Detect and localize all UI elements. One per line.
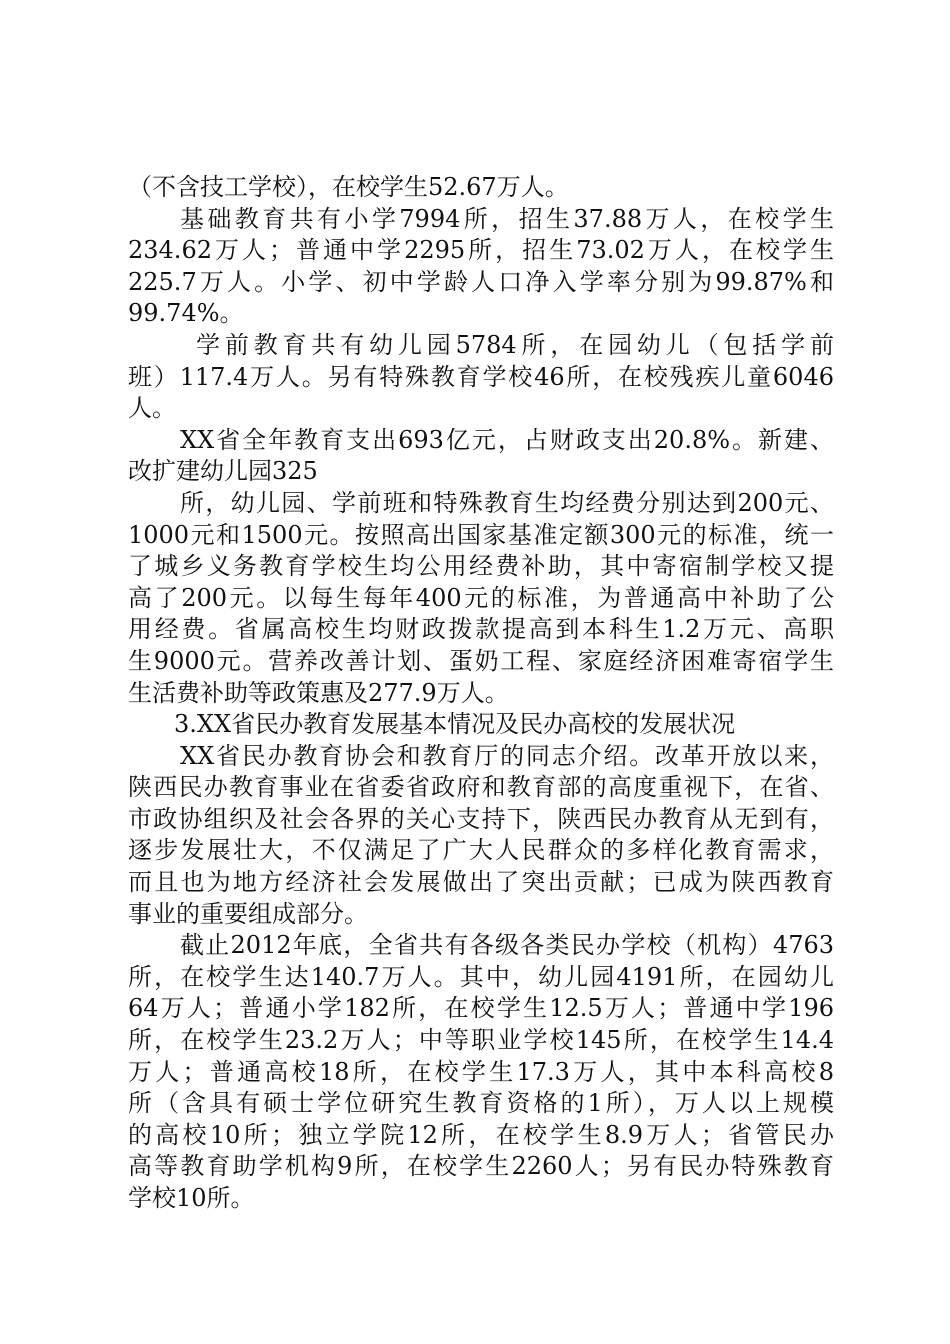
section-heading: 3.XX省民办教育发展基本情况及民办高校的发展状况	[174, 710, 736, 739]
text-line: 人。	[128, 394, 176, 423]
text-line: 改扩建幼儿园325	[128, 457, 318, 486]
text-line: 基础教育共有小学7994所，招生37.88万人，在校学生	[180, 204, 834, 233]
text-line: 高了200元。以每生每年400元的标准，为普通高中补助了公	[128, 583, 834, 612]
text-line: 学校10所。	[128, 1184, 255, 1212]
text-line: 所，在校学生23.2万人；中等职业学校145所，在校学生14.4	[128, 1026, 834, 1055]
text-line: 陕西民办教育事业在省委省政府和教育部的高度重视下，在省、	[128, 773, 834, 802]
text-line: 生9000元。营养改善计划、蛋奶工程、家庭经济困难寄宿学生	[128, 646, 834, 675]
text-line: 所，幼儿园、学前班和特殊教育生均经费分别达到200元、	[180, 488, 834, 517]
text-line: 的高校10所；独立学院12所，在校学生8.9万人；省管民办	[128, 1120, 834, 1149]
text-line: 班）117.4万人。另有特殊教育学校46所，在校残疾儿童6046	[128, 362, 834, 391]
text-line: 高等教育助学机构9所，在校学生2260人；另有民办特殊教育	[128, 1152, 834, 1181]
text-line: 逐步发展壮大，不仅满足了广大人民群众的多样化教育需求，	[128, 836, 834, 865]
text-line: 学前教育共有幼儿园5784所，在园幼儿（包括学前	[196, 330, 834, 359]
text-line: 了城乡义务教育学校生均公用经费补助，其中寄宿制学校又提	[128, 552, 834, 581]
text-line: 所，在校学生达140.7万人。其中，幼儿园4191所，在园幼儿	[128, 962, 834, 991]
text-line: 225.7万人。小学、初中学龄人口净入学率分别为99.87%和	[128, 267, 834, 296]
text-line: 所（含具有硕士学位研究生教育资格的1所），万人以上规模	[128, 1089, 834, 1118]
text-line: 234.62万人；普通中学2295所，招生73.02万人，在校学生	[128, 236, 834, 265]
text-line: 而且也为地方经济社会发展做出了突出贡献；已成为陕西教育	[128, 868, 834, 897]
text-line: XX省民办教育协会和教育厅的同志介绍。改革开放以来，	[180, 741, 834, 770]
text-line: 99.74%。	[128, 299, 244, 328]
text-line: 事业的重要组成部分。	[128, 899, 368, 928]
text-line: （不含技工学校），在校学生52.67万人。	[128, 173, 569, 201]
text-line: 1000元和1500元。按照高出国家基准定额300元的标准，统一	[128, 520, 834, 549]
text-line: 市政协组织及社会各界的关心支持下，陕西民办教育从无到有，	[128, 804, 834, 833]
text-line: 万人；普通高校18所，在校学生17.3万人，其中本科高校8	[128, 1057, 834, 1086]
text-line: 64万人；普通小学182所，在校学生12.5万人；普通中学196	[128, 994, 834, 1023]
text-line: 用经费。省属高校生均财政拨款提高到本科生1.2万元、高职	[128, 615, 834, 644]
document-page	[128, 172, 834, 1215]
text-line: XX省全年教育支出693亿元，占财政支出20.8%。新建、	[180, 425, 834, 454]
text-line: 截止2012年底，全省共有各级各类民办学校（机构）4763	[180, 931, 834, 960]
text-line: 生活费补助等政策惠及277.9万人。	[128, 678, 509, 707]
